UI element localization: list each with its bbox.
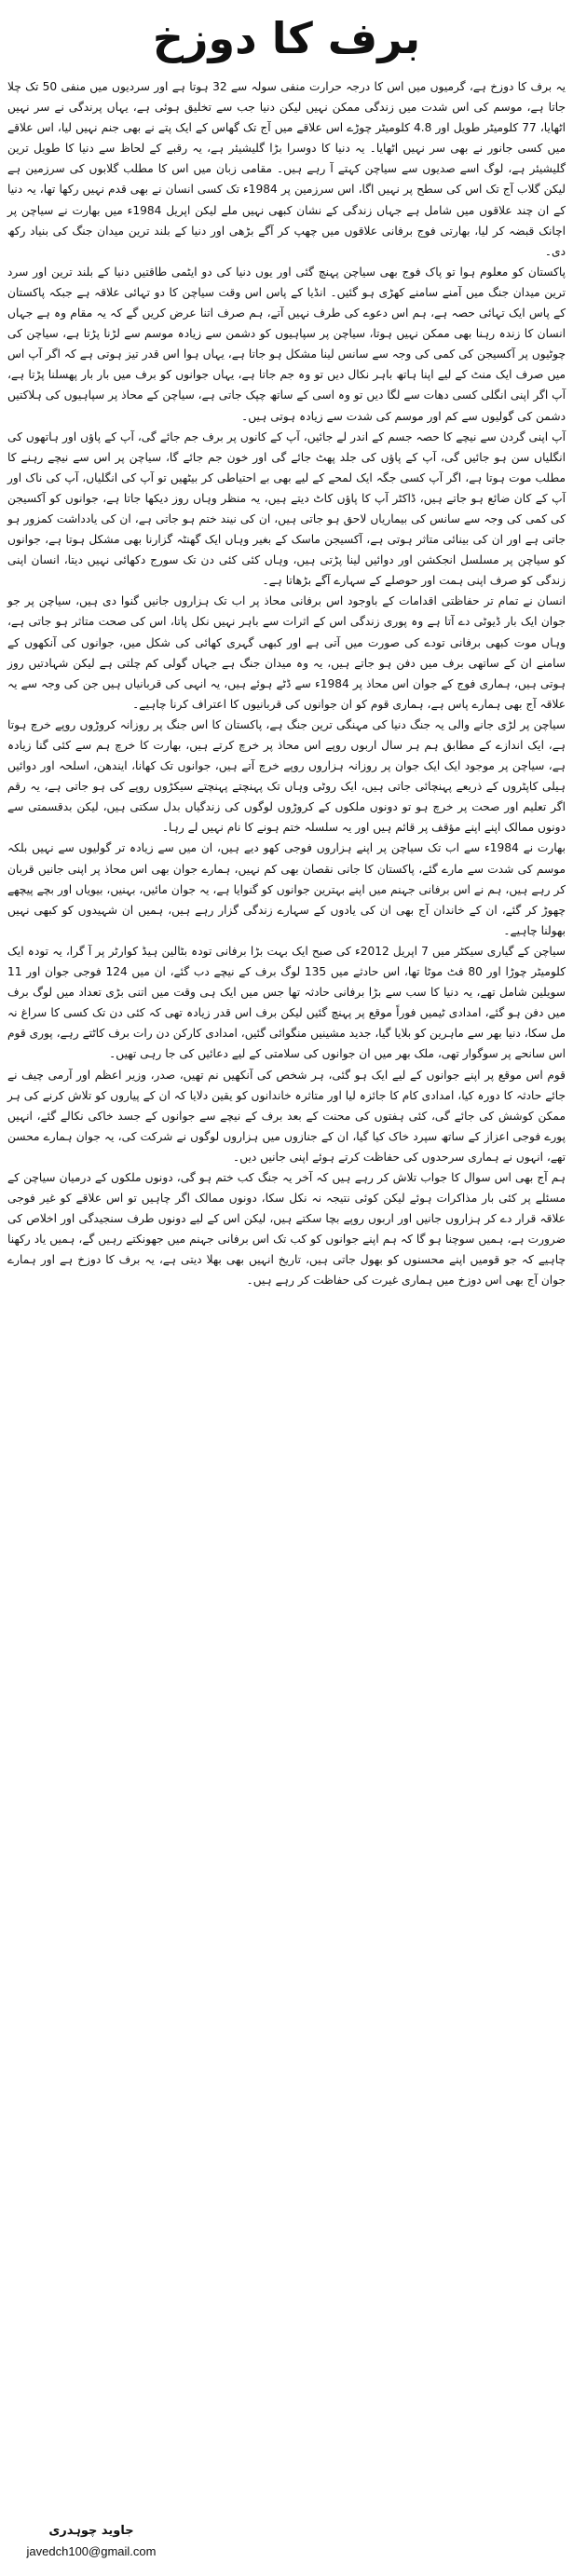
column-paragraph: انسان نے تمام تر حفاظتی اقدامات کے باوجود اس برفانی محاذ پر اب تک ہزاروں جانیں گنوا دی ہیں، سیاچن پر جو جوان ایک بار ڈیوٹی دے آتا ہے وہ پوری زندگی اس کے اثرات سے باہر نہیں نکل پاتا، اس کی صحت متاثر ہو جاتی ہے، وہاں موت کبھی برفانی تودے کی صورت میں آتی ہے اور کبھی گہری کھائی کی شکل میں، جوانوں کی آنکھوں کے سامنے ان کے ساتھی برف میں دفن ہو جاتے ہیں، یہ وہ میدان جنگ ہے جہاں گولی کم چلتی ہے لیکن شہادتیں روز ہوتی ہیں، ہماری فوج کے جوان اس محاذ پر 1984ء سے ڈٹے ہوئے ہیں، یہ انہی کی قربانیاں ہیں جن کی وجہ سے یہ علاقہ آج بھی ہمارے پاس ہے، ہماری قوم کو ان جوانوں کی قربانیوں کا اعتراف کرنا چاہیے۔ xyxy=(7,594,566,711)
column-title: برف کا دوزخ xyxy=(152,13,421,63)
author-name: جاوید چوہدری xyxy=(48,2524,134,2538)
column-paragraph: بھارت نے 1984ء سے اب تک سیاچن پر اپنے ہزاروں فوجی کھو دیے ہیں، ان میں سے زیادہ تر گولیوں سے نہیں بلکہ موسم کی شدت سے مارے گئے، پاکستان کا جانی نقصان بھی کم نہیں، ہمارے جوان بھی اس محاذ پر اپنی جانیں قربان کر رہے ہیں، ہم نے اس برفانی جہنم میں اپنے بہترین جوانوں کو گنوایا ہے، یہ جوان مائیں، بہنیں، بیویاں اور بچے پیچھے چھوڑ کر گئے، ان کے خاندان آج بھی ان کی یادوں کے سہارے زندگی گزار رہے ہیں، ہمیں ان شہیدوں کو کبھی نہیں بھولنا چاہیے۔ xyxy=(7,841,566,937)
column-paragraph: سیاچن پر لڑی جانے والی یہ جنگ دنیا کی مہنگی ترین جنگ ہے، پاکستان کا اس جنگ پر روزانہ کروڑوں روپے خرچ ہوتا ہے، ایک اندازے کے مطابق ہم ہر سال اربوں روپے اس محاذ پر خرچ کرتے ہیں، بھارت کا خرچ ہم سے کئی گنا زیادہ ہے، سیاچن پر موجود ایک ایک جوان پر روزانہ ہزاروں روپے خرچ آتے ہیں، جوانوں تک کھانا، ایندھن، اسلحہ اور دوائیں ہیلی کاپٹروں کے ذریعے پہنچائی جاتی ہیں، ایک روٹی وہاں تک پہنچتے پہنچتے سیکڑوں روپے کی ہو جاتی ہے، یہ رقم اگر تعلیم اور صحت پر خرچ ہو تو دونوں ملکوں کے کروڑوں لوگوں کی زندگیاں بدل سکتی ہیں، لیکن بدقسمتی سے دونوں ممالک اپنے اپنے مؤقف پر قائم ہیں اور یہ سلسلہ ختم ہونے کا نام نہیں لے رہا۔ xyxy=(7,717,566,835)
author-email: javedch100@gmail.com xyxy=(26,2544,157,2558)
column-paragraph: یہ برف کا دوزخ ہے، گرمیوں میں اس کا درجہ حرارت منفی سولہ سے 32 ہوتا ہے اور سردیوں میں منفی 50 تک چلا جاتا ہے، موسم کی اس شدت میں زندگی ممکن نہیں لیکن دنیا جب سے تخلیق ہوئی ہے، یہاں پرندگی نے سر نہیں اٹھایا، 77 کلومیٹر طویل اور 4.8 کلومیٹر چوڑے اس علاقے میں آج تک گھاس کے ایک پتے نے بھی جنم نہیں لیا، اس علاقے میں کسی جانور نے بھی سر نہیں اٹھایا۔ یہ دنیا کا دوسرا بڑا گلیشیئر ہے، یہ رقبے کے لحاظ سے دنیا کا طویل ترین گلیشیئر ہے، لوگ اسے صدیوں سے سیاچن کہتے آ رہے ہیں۔ مقامی زبان میں اس کا مطلب گلابوں کی سرزمین ہے لیکن گلاب آج تک اس کی سطح پر نہیں اگا، اس سرزمین پر 1984ء تک کسی انسان نے بھی قدم نہیں رکھا تھا، یہ دنیا کے ان چند علاقوں میں شامل ہے جہاں زندگی کے نشان کبھی نہیں ملے لیکن اپریل 1984ء میں بھارت نے سیاچن پر اچانک قبضہ کر لیا، بھارتی فوج برفانی علاقوں میں چھپ کر آگے بڑھی اور دنیا کے بلند ترین میدان جنگ کی بنیاد رکھ دی۔ xyxy=(7,80,566,258)
column-paragraph: پاکستان کو معلوم ہوا تو پاک فوج بھی سیاچن پہنچ گئی اور یوں دنیا کی دو ایٹمی طاقتیں دنیا کے بلند ترین اور سرد ترین میدان جنگ میں آمنے سامنے کھڑی ہو گئیں۔ انڈیا کے پاس اس وقت سیاچن کا دو تہائی علاقہ ہے جبکہ پاکستان کے پاس ایک تہائی حصہ ہے، ہم اس دعوے کی طرف نہیں آتے، ہم صرف اتنا عرض کریں گے کہ یہ مقام وہ ہے جہاں انسان کا زندہ رہنا بھی ممکن نہیں ہوتا، سیاچن پر سپاہیوں کو دشمن سے زیادہ موسم سے لڑنا پڑتا ہے، سیاچن کی چوٹیوں پر آکسیجن کی کمی کی وجہ سے سانس لینا مشکل ہو جاتا ہے، یہاں ہوا اس قدر تیز ہوتی ہے کہ اگر آپ اس میں صرف ایک منٹ کے لیے اپنا ہاتھ باہر نکال دیں تو وہ جم جاتا ہے، یہاں جوانوں کو برف میں بار بار پھسلنا پڑتا ہے، آپ اگر اپنی انگلی کسی دھات سے لگا دیں تو وہ اسی کے ساتھ چپک جاتی ہے، سیاچن کے محاذ پر سپاہیوں کی ہلاکتیں دشمن کی گولیوں سے کم اور موسم کی شدت سے زیادہ ہوتی ہیں۔ xyxy=(7,265,566,423)
column-paragraph: ہم آج بھی اس سوال کا جواب تلاش کر رہے ہیں کہ آخر یہ جنگ کب ختم ہو گی، دونوں ملکوں کے درمیان سیاچن کے مسئلے پر کئی بار مذاکرات ہوئے لیکن کوئی نتیجہ نہ نکل سکا، دونوں ممالک اگر چاہیں تو اس علاقے کو غیر فوجی علاقہ قرار دے کر ہزاروں جانیں اور اربوں روپے بچا سکتے ہیں، لیکن اس کے لیے دونوں طرف سنجیدگی اور اخلاص کی ضرورت ہے، ہمیں سوچنا ہو گا کہ ہم اپنے جوانوں کو کب تک اس برفانی جہنم میں جھونکتے رہیں گے، ہمیں یاد رکھنا چاہیے کہ جو قومیں اپنے محسنوں کو بھول جاتی ہیں، تاریخ انہیں بھی بھلا دیتی ہے، یہ برف کا دوزخ ہے اور ہمارے جوان آج بھی اس دوزخ میں ہماری غیرت کی حفاظت کر رہے ہیں۔ xyxy=(7,1170,566,1288)
column-paragraph: قوم اس موقع پر اپنے جوانوں کے لیے ایک ہو گئی، ہر شخص کی آنکھیں نم تھیں، صدر، وزیر اعظم اور آرمی چیف نے جائے حادثہ کا دورہ کیا، امدادی کام کا جائزہ لیا اور متاثرہ خاندانوں کو یقین دلایا کہ ان کے پیاروں کو تلاش کرنے کی ہر ممکن کوشش کی جائے گی، کئی ہفتوں کی محنت کے بعد برف کے نیچے سے جوانوں کے جسد خاکی نکالے گئے، انہیں پورے فوجی اعزاز کے ساتھ سپرد خاک کیا گیا، ان کے جنازوں میں ہزاروں لوگوں نے شرکت کی، یہ جوان ہمارے محسن تھے، انہوں نے ہماری سرحدوں کی حفاظت کرتے ہوئے اپنی جانیں دیں۔ xyxy=(7,1068,566,1164)
column-paragraph: سیاچن کے گیاری سیکٹر میں 7 اپریل 2012ء کی صبح ایک بہت بڑا برفانی تودہ بٹالین ہیڈ کوارٹر پر آ گرا، یہ تودہ ایک کلومیٹر چوڑا اور 80 فٹ موٹا تھا، اس حادثے میں 135 لوگ برف کے نیچے دب گئے، ان میں 124 فوجی جوان اور 11 سویلین شامل تھے، یہ دنیا کا سب سے بڑا برفانی حادثہ تھا جس میں ایک ہی وقت میں اتنی بڑی تعداد میں لوگ برف میں دفن ہو گئے، امدادی ٹیمیں فوراً موقع پر پہنچ گئیں لیکن برف اس قدر زیادہ تھی کہ کئی دن تک کسی کا سراغ نہ مل سکا، دنیا بھر سے ماہرین کو بلایا گیا، جدید مشینیں منگوائی گئیں، امدادی کارکن دن رات برف کاٹتے رہے، پوری قوم اس سانحے پر سوگوار تھی، ملک بھر میں ان جوانوں کی سلامتی کے لیے دعائیں کی جا رہی تھیں۔ xyxy=(7,944,566,1061)
column-paragraph: آپ اپنی گردن سے نیچے کا حصہ جسم کے اندر لے جائیں، آپ کے کانوں پر برف جم جائے گی، آپ کے پاؤں اور ہاتھوں کی انگلیاں سن ہو جائیں گی، آپ کے پاؤں کی جلد پھٹ جائے گی اور خون جم جائے گا، سیاچن پر اس سے نیچے رہنے کا مطلب موت ہوتا ہے، اگر آپ کسی جگہ ایک لمحے کے لیے بھی بے احتیاطی کر بیٹھیں تو آپ کی انگلیاں، آپ کی ناک اور آپ کے کان ضائع ہو جاتے ہیں، ڈاکٹر آپ کا پاؤں کاٹ دیتے ہیں، یہ منظر وہاں روز دیکھا جاتا ہے، جوانوں کو آکسیجن کی کمی کی وجہ سے سانس کی بیماریاں لاحق ہو جاتی ہیں، ان کی نیند ختم ہو جاتی ہے، ان کی یادداشت کمزور ہو جاتی ہے اور ان کی بینائی متاثر ہوتی ہے، آکسیجن ماسک کے بغیر وہاں ایک گھنٹہ گزارنا بھی مشکل ہوتا ہے، جوانوں کو سیاچن پر مسلسل انجکشن اور دوائیں لینا پڑتی ہیں، وہاں کئی کئی دن تک سورج دکھائی نہیں دیتا، انسان اپنی زندگی کو صرف اپنی ہمت اور حوصلے کے سہارے آگے بڑھاتا ہے۔ xyxy=(7,429,566,588)
author-signature xyxy=(7,2521,175,2562)
column-body xyxy=(7,76,566,1291)
